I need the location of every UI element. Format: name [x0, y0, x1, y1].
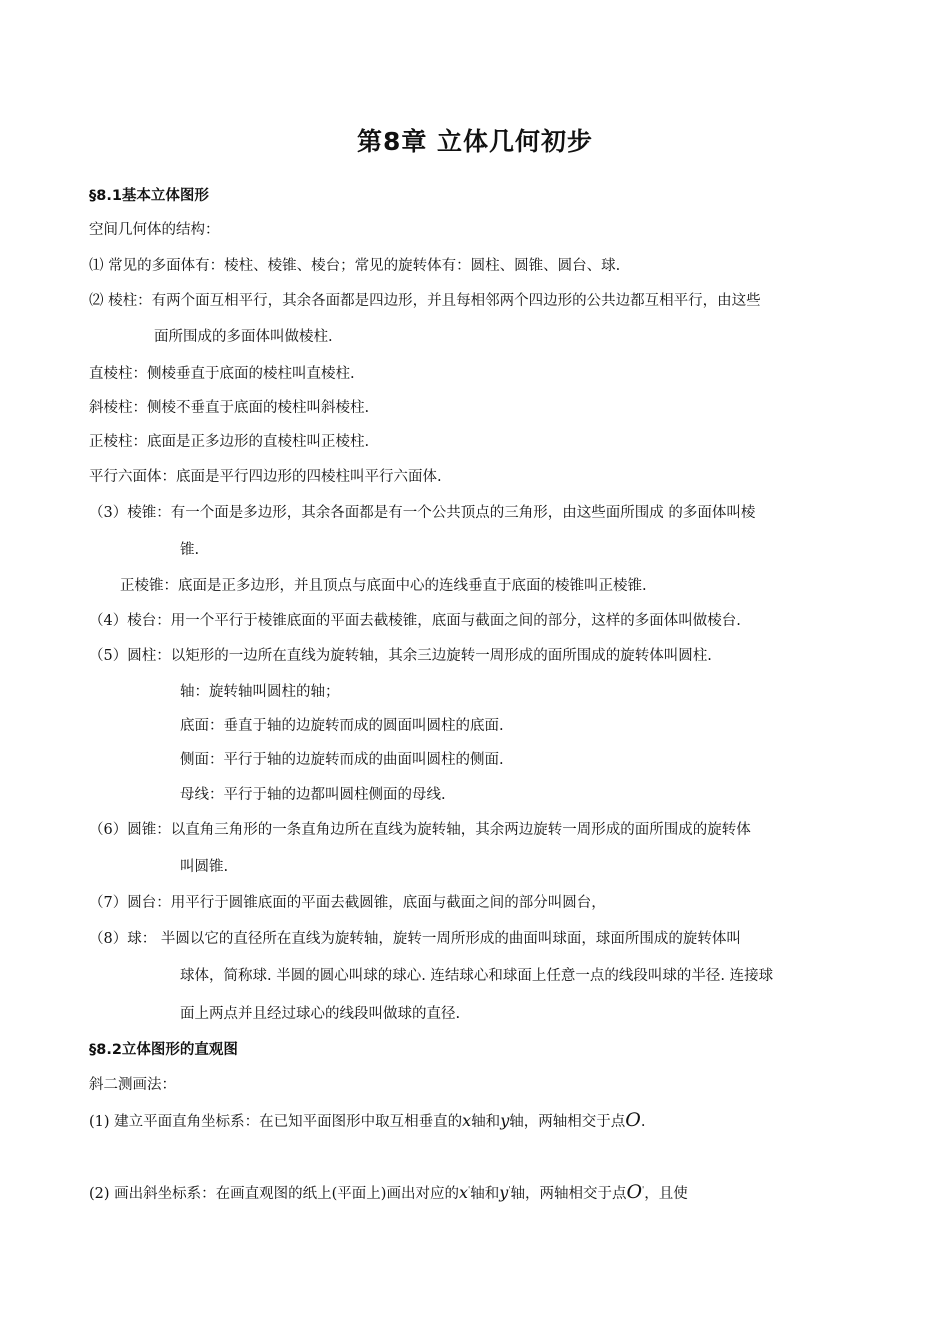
paragraph: 面所围成的多面体叫做棱柱.: [154, 329, 333, 345]
math-o: O: [625, 1109, 641, 1131]
math-x: x: [462, 1111, 472, 1130]
text-segment: 轴和: [470, 1185, 500, 1202]
math-y-prime: y: [499, 1182, 509, 1202]
math-o-prime: O: [626, 1180, 643, 1203]
paragraph: 球体，简称球. 半圆的圆心叫球的球心. 连结球心和球面上任意一点的线段叫球的半径. 连接球: [180, 968, 774, 984]
paragraph-step-1: [89, 1110, 645, 1132]
paragraph: 空间几何体的结构：: [89, 222, 220, 238]
prime-mark: ': [468, 1185, 471, 1194]
text-segment: .: [640, 1114, 646, 1130]
section-heading-8-2: §8.2立体图形的直观图: [89, 1042, 238, 1058]
paragraph: 面上两点并且经过球心的线段叫做球的直径.: [180, 1006, 461, 1022]
paragraph: 平行六面体：底面是平行四边形的四棱柱叫平行六面体.: [89, 469, 442, 485]
paragraph: 斜二测画法：: [89, 1077, 176, 1093]
text-segment: ，且使: [644, 1185, 688, 1202]
paragraph: 母线：平行于轴的边都叫圆柱侧面的母线.: [180, 787, 446, 803]
paragraph: ⑵ 棱柱：有两个面互相平行，其余各面都是四边形，并且每相邻两个四边形的公共边都互相平行，由这些: [89, 293, 761, 309]
paragraph: （5）圆柱：以矩形的一边所在直线为旋转轴，其余三边旋转一周形成的面所围成的旋转体叫圆柱.: [89, 648, 712, 664]
paragraph: 侧面：平行于轴的边旋转而成的曲面叫圆柱的侧面.: [180, 752, 504, 768]
paragraph-step-2: [89, 1180, 688, 1204]
text-segment: (2) 画出斜坐标系：在画直观图的纸上(平面上)画出对应的: [89, 1185, 459, 1202]
paragraph: 直棱柱：侧棱垂直于底面的棱柱叫直棱柱.: [89, 366, 355, 382]
text-segment: 轴，两轴相交于点: [509, 1114, 626, 1130]
paragraph: （3）棱锥：有一个面是多边形，其余各面都是有一个公共顶点的三角形，由这些面所围成 的多面体叫棱: [89, 505, 756, 521]
prime-mark: ': [508, 1185, 511, 1194]
paragraph: （7）圆台：用平行于圆锥底面的平面去截圆锥，底面与截面之间的部分叫圆台，: [89, 895, 606, 911]
section-heading-8-1: §8.1基本立体图形: [89, 188, 209, 204]
paragraph: （4）棱台：用一个平行于棱锥底面的平面去截棱锥，底面与截面之间的部分，这样的多面体叫做棱台.: [89, 613, 741, 629]
text-segment: (1) 建立平面直角坐标系：在已知平面图形中取互相垂直的: [89, 1114, 463, 1130]
paragraph: 正棱柱：底面是正多边形的直棱柱叫正棱柱.: [89, 434, 370, 450]
text-segment: 轴和: [471, 1114, 501, 1130]
math-x-prime: x: [458, 1182, 468, 1202]
paragraph: （8）球： 半圆以它的直径所在直线为旋转轴，旋转一周所形成的曲面叫球面，球面所围成的旋转体叫: [89, 931, 741, 947]
chapter-title: 第8章 立体几何初步: [356, 127, 594, 156]
paragraph: 叫圆锥.: [180, 859, 229, 875]
paragraph: 底面：垂直于轴的边旋转而成的圆面叫圆柱的底面.: [180, 718, 504, 734]
paragraph: ⑴ 常见的多面体有：棱柱、棱锥、棱台；常见的旋转体有：圆柱、圆锥、圆台、球.: [89, 258, 621, 274]
text-segment: 轴，两轴相交于点: [510, 1185, 627, 1202]
prime-mark: ': [642, 1185, 645, 1194]
paragraph: 斜棱柱：侧棱不垂直于底面的棱柱叫斜棱柱.: [89, 400, 370, 416]
paragraph: （6）圆锥：以直角三角形的一条直角边所在直线为旋转轴，其余两边旋转一周形成的面所围成的旋转体: [89, 822, 751, 838]
math-y: y: [500, 1111, 510, 1130]
paragraph: 锥.: [180, 542, 200, 558]
paragraph: 正棱锥：底面是正多边形，并且顶点与底面中心的连线垂直于底面的棱锥叫正棱锥.: [120, 578, 647, 594]
paragraph: 轴：旋转轴叫圆柱的轴；: [180, 684, 340, 700]
